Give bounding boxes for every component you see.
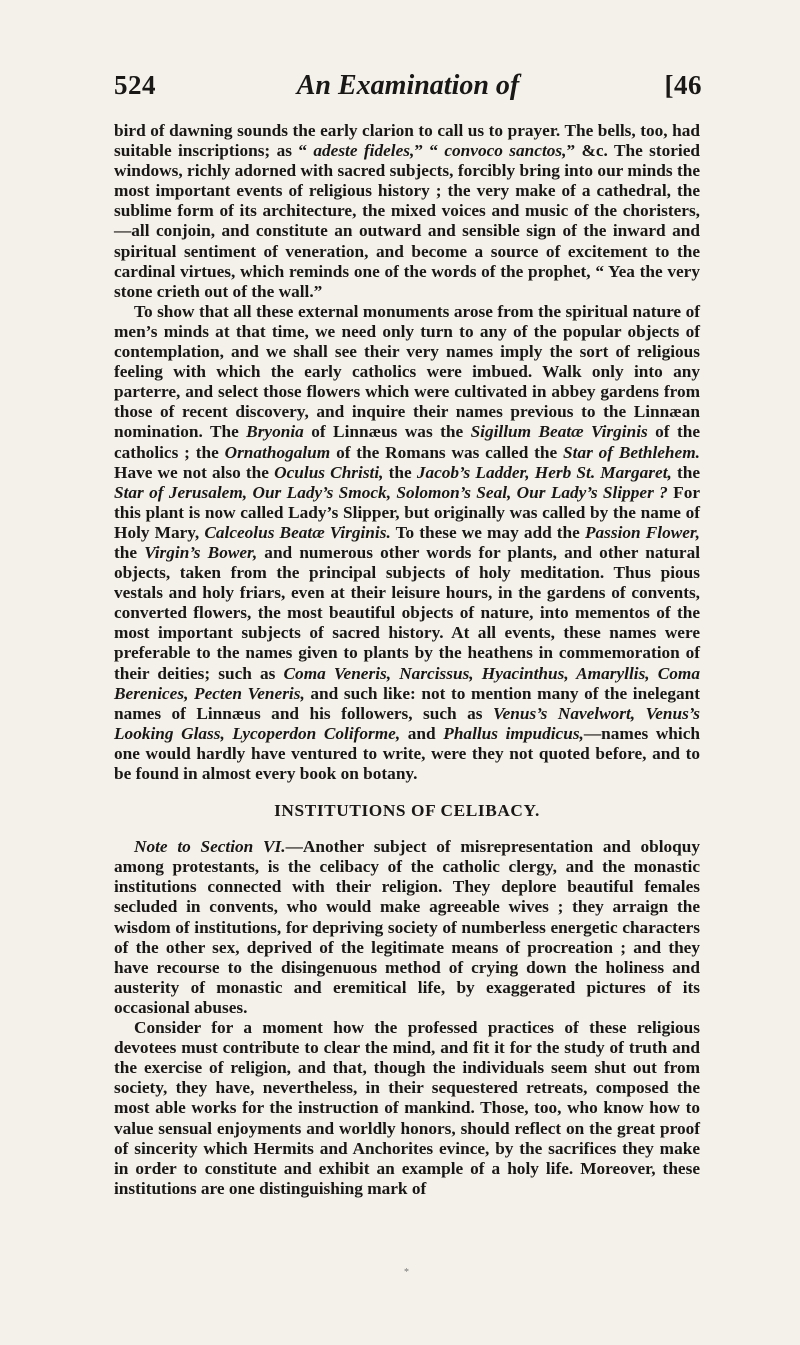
running-title: An Examination of [296, 70, 520, 101]
text-run: bird of dawning sounds the early clarion to call us to prayer. The bells, too, had suitable inscriptions; as “ [114, 121, 700, 161]
paragraph-4 [114, 1018, 700, 1199]
section-mark: [46 [664, 70, 702, 100]
italic-run: Phallus impudicus, [443, 723, 584, 743]
text-run: ” “ [414, 141, 445, 161]
text-run: —names which one would hardly have ventured to write, were they not quoted before, and to be found in almost every book on botany. [114, 723, 700, 783]
text-run: and [400, 723, 444, 743]
italic-run: Herb St. Margaret, [534, 462, 672, 482]
italic-run: Star of Bethlehem. [563, 442, 700, 462]
italic-run: Venus’s Navelwort, Venus’s Looking Glass, Lycoperdon Coliforme, [114, 703, 701, 743]
italic-run: Passion Flower, [584, 522, 700, 542]
italic-run: Oculus Christi, [274, 462, 384, 482]
section-heading: INSTITUTIONS OF CELIBACY. [274, 801, 540, 821]
italic-run: Virgin’s Bower, [144, 542, 258, 562]
text-run: ” &c. The storied windows, richly adorned with sacred subjects, forcibly bring into our minds the most important events of religious history ; the very make of a cathedral, the sublime form of its architecture, the mixed voices and music of the choristers,—all conjoin, and constitute an outward and sensible sign of the inward and spiritual sentiment of veneration, and become a source of excitement to the cardinal virtues, which reminds one of the words of the prophet, “ Yea the very stone crieth out of the wall.” [114, 141, 701, 301]
text-run: To show that all these external monuments arose from the spiritual nature of men’s minds at that time, we need only turn to any of the popular objects of contemplation, and we shall see their very names imply the sort of religious feeling with which the early catholics were imbued. Walk only into any parterre, and select those flowers which were cultivated in abbey gardens from those of recent discovery, and inquire their names previous to the Linnæan nomination. The [114, 301, 700, 442]
italic-run: Calceolus Beatæ Virginis. [204, 522, 391, 542]
italic-run: Bryonia [246, 422, 304, 442]
paragraph-1 [114, 121, 700, 302]
italic-run: Jacob’s Ladder, [416, 462, 530, 482]
text-run: the [114, 542, 145, 562]
text-run: Have we not also the [114, 462, 275, 482]
text-run: and numerous other words for plants, and other natural objects, taken from the principal subjects of holy meditation. Thus pious vestals and holy friars, even at their leisure hours, in the gardens of convents, converted flowers, the most beautiful objects of nature, into mementos of the most important subjects of sacred history. At all events, these names were preferable to the names given to plants by the heathens in commemoration of their deities; such as [114, 542, 701, 683]
paragraph-3 [114, 837, 700, 1018]
text-run: of Linnæus was the [303, 422, 471, 442]
page-number: 524 [114, 70, 156, 100]
running-header [114, 70, 702, 110]
text-run: For this plant is now called Lady’s Slipper, but originally was called by the name of Holy Mary, [114, 482, 701, 542]
text-run: and such like: not to mention many of the inelegant names of Linnæus and his followers, such as [114, 683, 700, 723]
italic-run: Sigillum Beatæ Virginis [470, 422, 648, 442]
paragraph-2 [114, 302, 700, 784]
stray-mark: * [404, 1267, 409, 1278]
italic-run: adeste fideles, [313, 141, 415, 161]
italic-run: convoco sanctos, [444, 141, 567, 161]
text-run: of the Romans was called the [330, 442, 564, 462]
italic-run: Ornathogalum [224, 442, 331, 462]
italic-run: Note to Section VI. [134, 837, 286, 857]
text-run: the [671, 462, 701, 482]
text-run: —Another subject of misrepresentation and obloquy among protestants, is the celibacy of the catholic clergy, and the monastic institutions connected with their religion. They deplore beautiful females secluded in convents, who would make agreeable wives ; they arraign the wisdom of institutions, for depriving society of numberless energetic characters of the other sex, deprived of the legitimate means of procreation ; and they have recourse to the disingenuous method of crying down the holiness and austerity of monastic and eremitical life, by exaggerated pictures of its occasional abuses. [114, 837, 700, 1017]
italic-run: Coma Veneris, Narcissus, Hyacinthus, Amaryllis, Coma Berenices, Pecten Veneris, [114, 663, 701, 703]
italic-run: Star of Jerusalem, Our Lady’s Smock, Solomon’s Seal, Our Lady’s Slipper ? [114, 482, 668, 502]
text-run: of the catholics ; the [114, 422, 700, 462]
page-body [114, 121, 700, 1199]
text-run: To these we may add the [390, 522, 585, 542]
text-run: Consider for a moment how the professed practices of these religious devotees must contribute to clear the mind, and fit it for the study of truth and the exercise of religion, and that, though the individuals seem shut out from society, they have, nevertheless, in their sequestered retreats, composed the most able works for the instruction of mankind. Those, too, who know how to value sensual enjoyments and worldly honors, should reflect on the great proof of sincerity which Hermits and Anchorites evince, by the sacrifices they make in order to constitute and exhibit an example of a holy life. Moreover, these institutions are one distinguishing mark of [114, 1018, 700, 1198]
text-run: the [383, 462, 417, 482]
